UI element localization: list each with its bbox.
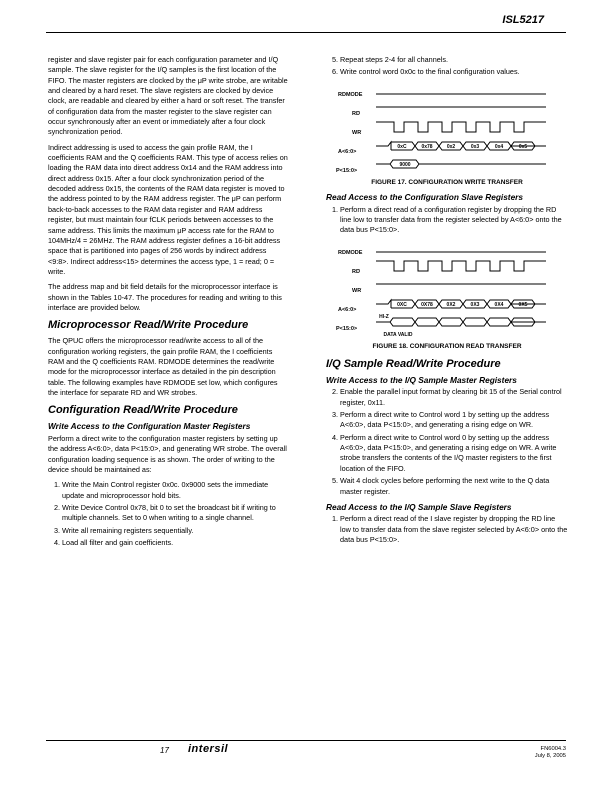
write-timing-diagram (326, 84, 568, 176)
addr-value: 0x4 (494, 143, 504, 150)
addr-value: 0X2 (446, 301, 456, 308)
signal-label-wr: WR (352, 287, 362, 294)
intersil-logo: intersil (188, 743, 229, 755)
document-number: FN6004.3 (540, 746, 566, 752)
signal-label-addr: A<6:0> (338, 306, 357, 313)
list-item: 3. Write all remaining registers sequentially. (62, 526, 288, 536)
addr-value: 0XC (397, 301, 407, 308)
rd-strobe-waveform (376, 261, 546, 271)
page-number: 17 (160, 746, 169, 755)
signal-label-data: P<15:0> (336, 325, 358, 332)
addr-value: 0x5 (518, 143, 528, 150)
signal-label-rdmode: RDMODE (338, 91, 363, 98)
document-info (535, 746, 566, 760)
right-column (326, 55, 568, 550)
list-item: 4. Load all filter and gain coefficients. (62, 538, 288, 548)
list-item: 2. Enable the parallel input format by clearing bit 15 of the Serial control register, 0x11. (340, 387, 568, 408)
signal-label-data: P<15:0> (336, 167, 358, 174)
figure-18-read-timing (326, 242, 568, 352)
addr-value: 0X5 (518, 301, 528, 308)
paragraph-qpuc: The QPUC offers the microprocessor read/write access to all of the configuration working registers, the gain profile RAM, the I coefficients RAM and the Q coefficients RAM. RDMODE determines the read/write mode for the microprocessor interface as detailed in the pin description table. The following examples have RDMODE set low, which configures the interface for separate RD and WR strobes. (48, 336, 278, 397)
list-item: 1. Perform a direct read of the I slave register by dropping the RD line low to transfer data from the slave register selected by A<6:0> onto the data bus P<15:0>. (340, 514, 568, 545)
list-item: 5. Wait 4 clock cycles before performing the next write to the Q data master register. (340, 476, 568, 497)
left-column (48, 55, 288, 553)
signal-label-addr: A<6:0> (338, 148, 357, 155)
list-item: 1. Write the Main Control register 0x0c. 0x9000 sets the immediate update and microprocessor hold bits. (62, 480, 288, 501)
read-timing-diagram (326, 242, 568, 340)
heading-read-config-slave: Read Access to the Configuration Slave Registers (326, 192, 524, 203)
heading-microprocessor-rw: Microprocessor Read/Write Procedure (48, 319, 249, 332)
signal-label-rd: RD (352, 110, 360, 117)
paragraph-register-pair: register and slave register pair for each configuration parameter and I/Q sample. The slave register for the I/Q samples is the first location of the FIFO. The master registers are clocked by the μP write strobe, are writable and cleared by a hard reset. The slave registers are clocked by device clock, are readable and cleared by either a hard or soft reset. The transfer of configuration data from the master register to the slave register can occur synchronously after an event or immediately after a four clock synchronization period. (48, 55, 288, 137)
signal-label-wr: WR (352, 129, 362, 136)
list-item: 5. Repeat steps 2-4 for all channels. (340, 55, 568, 65)
heading-iq-sample-rw: I/Q Sample Read/Write Procedure (326, 357, 501, 370)
iq-read-steps (326, 514, 568, 545)
data-value: 9000 (399, 161, 411, 168)
addr-value: 0X78 (421, 301, 433, 308)
iq-write-steps (326, 387, 568, 496)
paragraph-direct-write: Perform a direct write to the configuration master registers by setting up the address A<6:0>, data P<15:0>, and generating WR strobe. The overall configuration loading sequence is as shown. The order of writing to the device should be maintained as: (48, 433, 287, 474)
config-load-steps (48, 480, 288, 548)
hi-z-label: HI-Z (379, 313, 389, 320)
figure-17-write-timing (326, 84, 568, 188)
document-date: July 8, 2005 (534, 753, 566, 759)
list-item: 1. Perform a direct read of a configuration register by dropping the RD line low to transfer data from the register selected by A<6:0> onto the data bus P<15:0>. (340, 205, 568, 236)
list-item: 6. Write control word 0x0c to the final configuration values. (340, 67, 568, 77)
addr-value: 0xC (397, 143, 407, 150)
list-item: 4. Perform a direct write to Control word 0 by setting up the address A<6:0>, data P<15:0>, and generating a rising edge on WR. A write strobe transfers the contents of the I/Q master registers to the first location of the FIFO. (340, 433, 568, 474)
addr-value: 0x2 (446, 143, 456, 150)
footer-rule (46, 740, 566, 741)
figure-17-caption: FIGURE 17. CONFIGURATION WRITE TRANSFER (371, 178, 523, 186)
list-item: 3. Perform a direct write to Control word 1 by setting up the address A<6:0>, data P<15:0>, and generating a rising edge on WR. (340, 410, 568, 431)
heading-write-config-master: Write Access to the Configuration Master Registers (48, 421, 251, 432)
paragraph-indirect-addressing: Indirect addressing is used to access the gain profile RAM, the I coefficients RAM and the Q coefficients RAM. This type of access relies on loading the RAM data into direct address 0x14 and the RAM address into direct address 0x15. After a four clock synchronization period of the decoded address 0x15, the contents of the RAM data register is moved to the address pointed to by the RAM address register. The μP can perform back-to-back accesses to the RAM data register and RAM address register, but must maintain four fCLK periods between accesses to the same address. This limits the maximum μP access rate for the RAM to 104MHz/4 = 26MHz. The RAM address register defines a 16-bit address space that is partitioned into pages of 256 words by indirect address <9:8>. Indirect address<15> determines the access type, 1 = read; 0 = write. (48, 142, 288, 276)
wr-strobe-waveform (376, 122, 546, 132)
addr-value: 0X4 (494, 301, 504, 308)
list-item: 2. Write Device Control 0x78, bit 0 to set the broadcast bit if writing to multiple channels. Set to 0 when writing to a single channel. (62, 503, 288, 524)
heading-configuration-rw: Configuration Read/Write Procedure (48, 404, 238, 417)
data-bus-waveform (376, 318, 546, 326)
paragraph-address-map: The address map and bit field details for the microprocessor interface is shown in the Tables 10-47. The procedures for reading and writing to this interface are provided below. (48, 282, 282, 312)
header-rule (46, 32, 566, 33)
signal-label-rdmode: RDMODE (338, 249, 363, 256)
heading-read-iq-slave: Read Access to the I/Q Sample Slave Registers (326, 501, 512, 512)
data-valid-label: DATA VALID (383, 331, 413, 338)
heading-write-iq-master: Write Access to the I/Q Sample Master Registers (326, 374, 517, 385)
config-load-steps-continued (326, 55, 568, 78)
addr-value: 0X3 (470, 301, 480, 308)
addr-value: 0x3 (470, 143, 480, 150)
running-header: ISL5217 (502, 14, 544, 26)
read-slave-steps (326, 205, 568, 236)
figure-18-caption: FIGURE 18. CONFIGURATION READ TRANSFER (372, 342, 522, 350)
signal-label-rd: RD (352, 268, 360, 275)
addr-value: 0x78 (421, 143, 433, 150)
